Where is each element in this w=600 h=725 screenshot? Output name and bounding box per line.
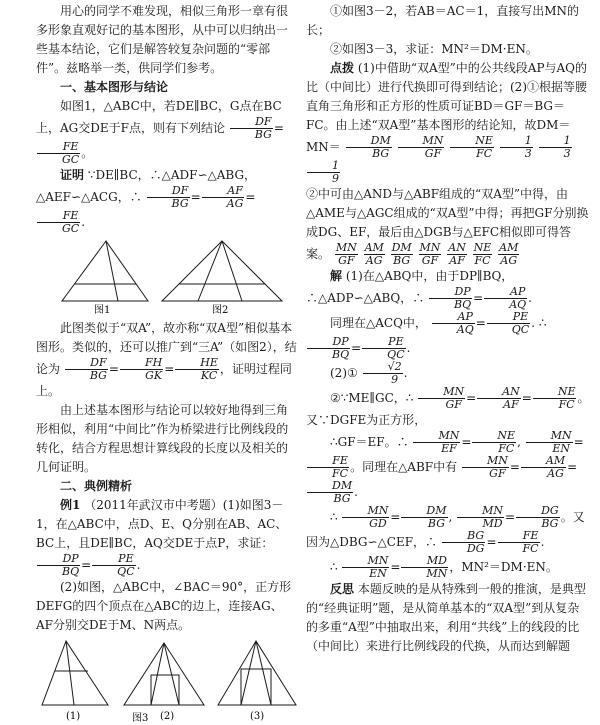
figure-3	[36, 637, 298, 723]
summary-paragraph: 由上述基本图形与结论可以较好地得到三角形相似，利用“中间比”作为桥梁进行比例线段的转化，结合方程思想计算线段的长度以及相关的几何证明。	[36, 403, 289, 474]
reflection-paragraph: 反思 本题反映的是从特殊到一般的推演，是典型的“经典证明”题，是从简单基本的“双A型”到从复杂的多重“A型”中抽取出来，利用“共线”上的线段的比（中间比）来进行比例线段的代换，从而达到解题	[306, 582, 586, 653]
solution-part-5: ∴GF＝EF。∴ $\frac{MN}{EF}$ = $\frac{NE}{FC}$ , $\frac{MN}{EN}$ = $\frac{FE}{FC}$ 。同理在△ABF中有 $\frac{MN}{GF}$ = $\frac{AM}{AG}$ = $\frac{DM}{BG}$ .	[306, 430, 590, 505]
section-heading-2: 二、典例精析	[60, 479, 133, 493]
sub-caption-3: (3)	[250, 711, 265, 722]
section-heading-1: 一、基本图形与结论	[60, 80, 169, 94]
right-column	[306, 2, 590, 656]
question-line-1: ①如图3－2，若AB＝AC＝1，直接写出MN的长；	[306, 4, 580, 37]
sub-caption-1: (1)	[66, 711, 81, 722]
figure-1-2	[36, 237, 298, 317]
figure-3-3-triangle	[218, 641, 296, 705]
figure-2-triangle	[162, 241, 282, 301]
fraction: $\frac{FE}{GC}$	[37, 141, 80, 166]
left-column	[36, 2, 298, 725]
figure-1-caption: 图1	[94, 305, 111, 316]
question-line-2: ②如图3－3，求证：MN²＝DM·EN。	[330, 42, 538, 56]
solution-part-2: 同理在△ACQ中， $\frac{AP}{AQ}$ = $\frac{PE}{QC}$ . ∴ $\frac{DP}{BQ}$ = $\frac{PE}{QC}$ .	[306, 311, 590, 361]
example-1-paragraph: 例1 （2011年武汉市中考题）(1)如图3－1，在△ABC中，点D、E、Q分别在AB、AC、BC上，且DE∥BC，AQ交DE于点P，求证： $\frac{DP}{BQ}$ = $\frac{PE}{QC}$ .	[36, 498, 288, 578]
figure-1-triangle	[62, 241, 148, 301]
solution-part-3: (2)① $\frac{√2}{9}$ .	[330, 360, 408, 386]
sub-caption-2: (2)	[160, 711, 175, 722]
example-1-part-2: (2)如图，△ABC中，∠BAC＝90°，正方形DEFG的四个顶点在△ABC的边上，连接AG、AF分别交DE于M、N两点。	[36, 580, 292, 632]
figure-3-2-triangle	[124, 643, 204, 705]
intro-paragraph: 用心的同学不难发现，相似三角形一章有很多形象直观好记的基本图形，从中可以归纳出一些基本结论，它们是解答较复杂问题的“零部件”。兹略举一类，供同学们参考。	[36, 4, 289, 75]
figure-2-caption: 图2	[212, 305, 229, 316]
fraction: $\frac{DF}{BG}$	[230, 116, 273, 141]
triple-a-paragraph: 此图类似于“双A”，故亦称“双A型”相似基本图形。类似的，还可以推广到“三A”（如图2），结论为 $\frac{DF}{BG}$ = $\frac{FH}{GK}$ = $\frac{HE}{KC}$ ，证明过程同上。	[36, 321, 297, 398]
figure-3-1-triangle	[42, 641, 108, 705]
solution-part-4: ②∵ME∥GC，∴ $\frac{MN}{GF}$ = $\frac{AN}{AF}$ = $\frac{NE}{FC}$ 。又∵DGFE为正方形，	[306, 385, 590, 427]
solution-part-1: 解 (1)在△ABQ中，由于DP∥BQ，∴△ADP∽△ABQ，∴ $\frac{DP}{BQ}$ = $\frac{AP}{AQ}$ .	[306, 269, 532, 311]
solution-part-6: ∴ $\frac{MN}{GD}$ = $\frac{DM}{BG}$ , $\frac{MN}{MD}$ = $\frac{DG}{BG}$ 。又因为△DBG∽△CEF，∴ $\frac{BG}{DG}$ = $\frac{FE}{FC}$ .	[306, 504, 585, 555]
basic-figure-paragraph: 如图1，△ABC中，若DE∥BC，G点在BC上，AG交DE于F点，则有下列结论 $\frac{DF}{BG}$ = $\frac{FE}{GC}$ 。	[36, 99, 284, 166]
hint-paragraph: 点拨 (1)中借助“双A型”中的公共线段AP与AQ的比（中间比）进行代换即可得到结论；(2)①根据等腰直角三角形和正方形的性质可证BD＝GF＝BG＝FC。由上述“双A型”基本图形的结论知，故DM＝MN＝ $\frac{DM}{BG}$ $\frac{MN}{GF}$ $\frac{NE}{FC}$ $\frac{1}{3}$ $\frac{1}{3}$ $\frac{1}{9}$	[306, 61, 588, 185]
figure-3-caption: 图3	[132, 713, 149, 723]
solution-part-7: ∴ $\frac{MN}{EN}$ = $\frac{MD}{MN}$ ，MN²＝DM·EN。	[330, 554, 558, 580]
hint-paragraph-2: ②中可由△AND与△ABF组成的“双A型”中得，由△AME与△AGC组成的“双A型”中得；再把GF分别换成DG、EF，最后由△DGB与△EFC相似即可得答案。 $\frac{MN}{GF}$ $\frac{AM}{AG}$ $\frac{DM}{BG}$ $\frac{MN}{GF}$ $\frac{AN}{AF}$ $\frac{NE}{FC}$ $\frac{AM}{AG}$	[306, 187, 589, 267]
proof-paragraph: 证明 ∵DE∥BC，∴△ADF∽△ABG，△AEF∽△ACG，∴ $\frac{DF}{BG}$ = $\frac{AF}{AG}$ = $\frac{FE}{GC}$ .	[36, 168, 257, 235]
